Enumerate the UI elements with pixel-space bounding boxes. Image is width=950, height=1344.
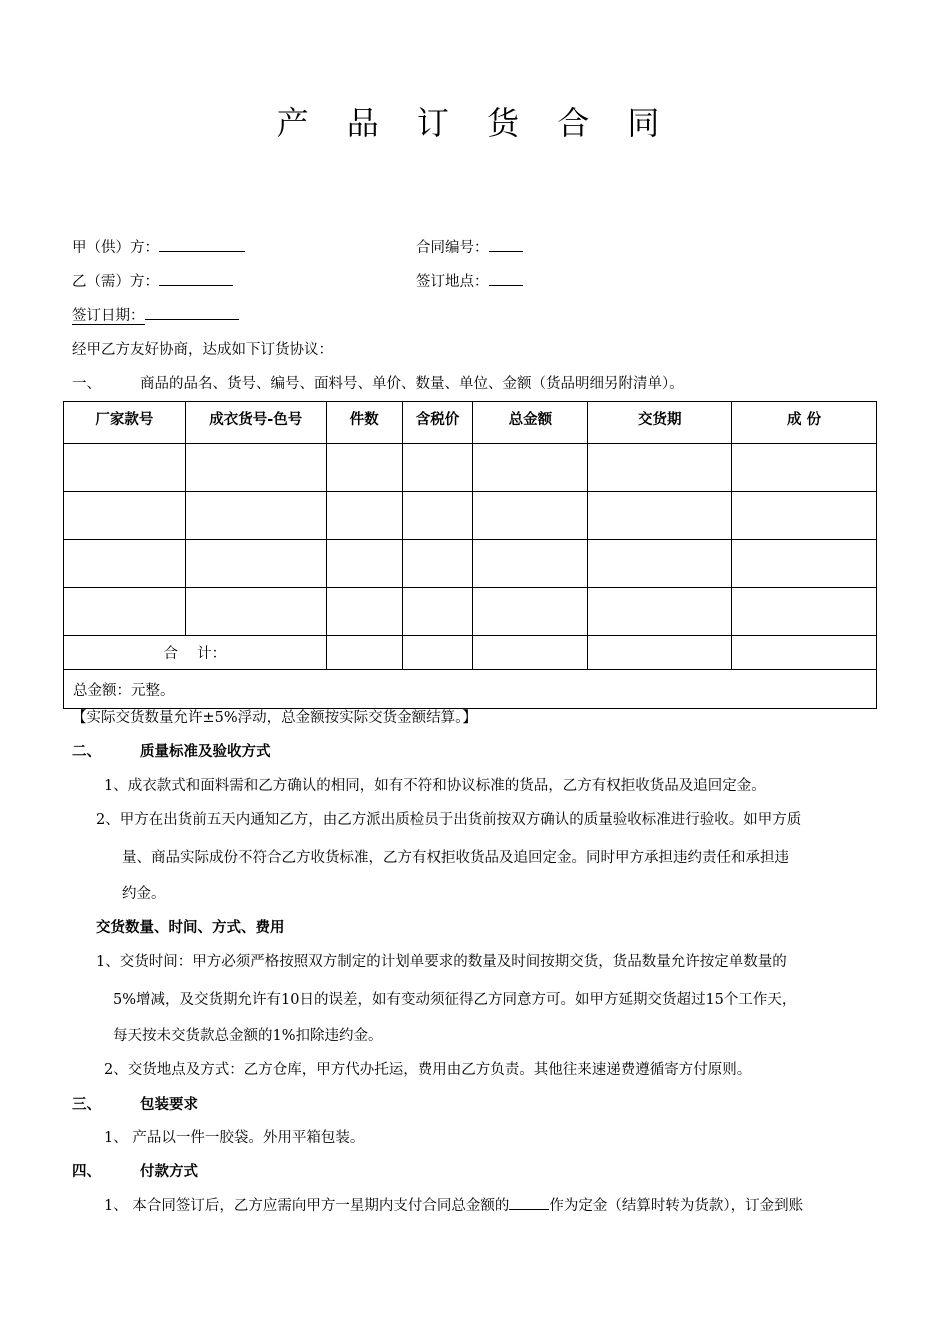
section4-number: 四、 [72, 1164, 101, 1180]
table-row [64, 444, 877, 492]
contract-no-blank[interactable] [489, 237, 523, 252]
table-cell[interactable] [473, 588, 588, 636]
contract-no-label: 合同编号： [416, 240, 489, 256]
section4-item1-part-b: 作为定金（结算时转为货款），订金到账 [549, 1198, 804, 1214]
table-cell[interactable] [64, 540, 186, 588]
table-cell[interactable] [185, 588, 326, 636]
section2-item1: 1、成衣款式和面料需和乙方确认的相同，如有不符和协议标准的货品，乙方有权拒收货品及追回定金。 [104, 778, 766, 794]
table-sum-row [64, 636, 877, 670]
sum-cell[interactable] [402, 636, 473, 670]
sign-date-label: 签订日期： [72, 308, 145, 324]
sum-cell[interactable] [473, 636, 588, 670]
sum-cell[interactable] [326, 636, 402, 670]
intro-text: 经甲乙方友好协商，达成如下订货协议： [72, 342, 333, 358]
table-cell[interactable] [588, 540, 732, 588]
header-tax-price: 含税价 [402, 402, 473, 444]
delivery-heading: 交货数量、时间、方式、费用 [96, 920, 285, 936]
table-row [64, 540, 877, 588]
table-cell[interactable] [64, 588, 186, 636]
header-delivery-date: 交货期 [588, 402, 732, 444]
sum-cell[interactable] [732, 636, 877, 670]
table-cell[interactable] [64, 444, 186, 492]
table-cell[interactable] [64, 492, 186, 540]
party-a-line [72, 236, 245, 257]
section2-item2-line3: 约金。 [122, 886, 166, 902]
party-a-blank[interactable] [159, 237, 245, 252]
delivery-item1-line2: 5%增减，及交货期允许有10日的误差，如有变动须征得乙方同意方可。如甲方延期交货超过15个工作天， [113, 992, 797, 1008]
contract-no-line [416, 236, 523, 257]
party-b-label: 乙（需）方： [72, 274, 159, 290]
header-quantity: 件数 [326, 402, 402, 444]
sign-date-blank[interactable] [145, 305, 239, 320]
section3-number: 三、 [72, 1097, 101, 1113]
table-cell[interactable] [402, 588, 473, 636]
table-cell[interactable] [588, 492, 732, 540]
table-cell[interactable] [326, 444, 402, 492]
party-a-label: 甲（供）方： [72, 240, 159, 256]
section3-heading: 包装要求 [140, 1097, 198, 1113]
section2-item2-line1: 2、甲方在出货前五天内通知乙方，由乙方派出质检员于出货前按双方确认的质量验收标准进行验收。如甲方质 [96, 812, 802, 828]
table-cell[interactable] [732, 444, 877, 492]
sign-place-line [416, 270, 523, 291]
sum-label: 合 计： [64, 636, 327, 670]
header-garment-sku: 成衣货号-色号 [185, 402, 326, 444]
table-cell[interactable] [185, 444, 326, 492]
section4-item1-part-a: 1、 本合同签订后，乙方应需向甲方一星期内支付合同总金额的 [104, 1198, 510, 1214]
sign-place-blank[interactable] [489, 271, 523, 286]
sum-cell[interactable] [588, 636, 732, 670]
table-cell[interactable] [588, 444, 732, 492]
total-amount-label: 总金额：元整。 [64, 670, 877, 709]
section1-text: 商品的品名、货号、编号、面料号、单价、数量、单位、金额（货品明细另附清单）。 [140, 376, 684, 392]
table-cell[interactable] [473, 540, 588, 588]
party-b-blank[interactable] [159, 271, 233, 286]
delivery-item1-line3: 每天按未交货款总金额的1%扣除违约金。 [113, 1028, 383, 1044]
document-title: 产 品 订 货 合 同 [276, 104, 674, 142]
header-total-amount: 总金额 [473, 402, 588, 444]
section1-number: 一、 [72, 376, 101, 392]
table-header-row [64, 402, 877, 444]
table-cell[interactable] [185, 492, 326, 540]
table-row [64, 588, 877, 636]
table-cell[interactable] [473, 492, 588, 540]
section2-item2-line2: 量、商品实际成份不符合乙方收货标准，乙方有权拒收货品及追回定金。同时甲方承担违约责任和承担违 [122, 850, 789, 866]
tolerance-note: 【实际交货数量允许±5%浮动，总金额按实际交货金额结算。】 [72, 710, 477, 726]
table-row [64, 492, 877, 540]
section4-heading: 付款方式 [140, 1164, 198, 1180]
table-cell[interactable] [732, 492, 877, 540]
section4-item1 [104, 1194, 803, 1215]
table-cell[interactable] [185, 540, 326, 588]
table-cell[interactable] [402, 540, 473, 588]
header-factory-style: 厂家款号 [64, 402, 186, 444]
section2-heading: 质量标准及验收方式 [140, 744, 271, 760]
table-cell[interactable] [402, 492, 473, 540]
section2-number: 二、 [72, 744, 101, 760]
delivery-item2: 2、交货地点及方式：乙方仓库，甲方代办托运，费用由乙方负责。其他往来速递费遵循寄方付原则。 [104, 1062, 752, 1078]
table-cell[interactable] [326, 588, 402, 636]
sign-place-label: 签订地点： [416, 274, 489, 290]
table-cell[interactable] [732, 588, 877, 636]
sign-date-line [72, 304, 239, 325]
table-cell[interactable] [588, 588, 732, 636]
table-total-row [64, 670, 877, 709]
party-b-line [72, 270, 233, 291]
delivery-item1-line1: 1、交货时间：甲方必须严格按照双方制定的计划单要求的数量及时间按期交货，货品数量允许按定单数量的 [96, 954, 787, 970]
table-cell[interactable] [732, 540, 877, 588]
goods-table [63, 401, 877, 709]
section3-item1: 1、 产品以一件一胶袋。外用平箱包装。 [104, 1130, 365, 1146]
table-cell[interactable] [402, 444, 473, 492]
table-cell[interactable] [473, 444, 588, 492]
deposit-ratio-blank[interactable] [509, 1195, 549, 1210]
table-cell[interactable] [326, 492, 402, 540]
header-composition: 成 份 [732, 402, 877, 444]
table-cell[interactable] [326, 540, 402, 588]
